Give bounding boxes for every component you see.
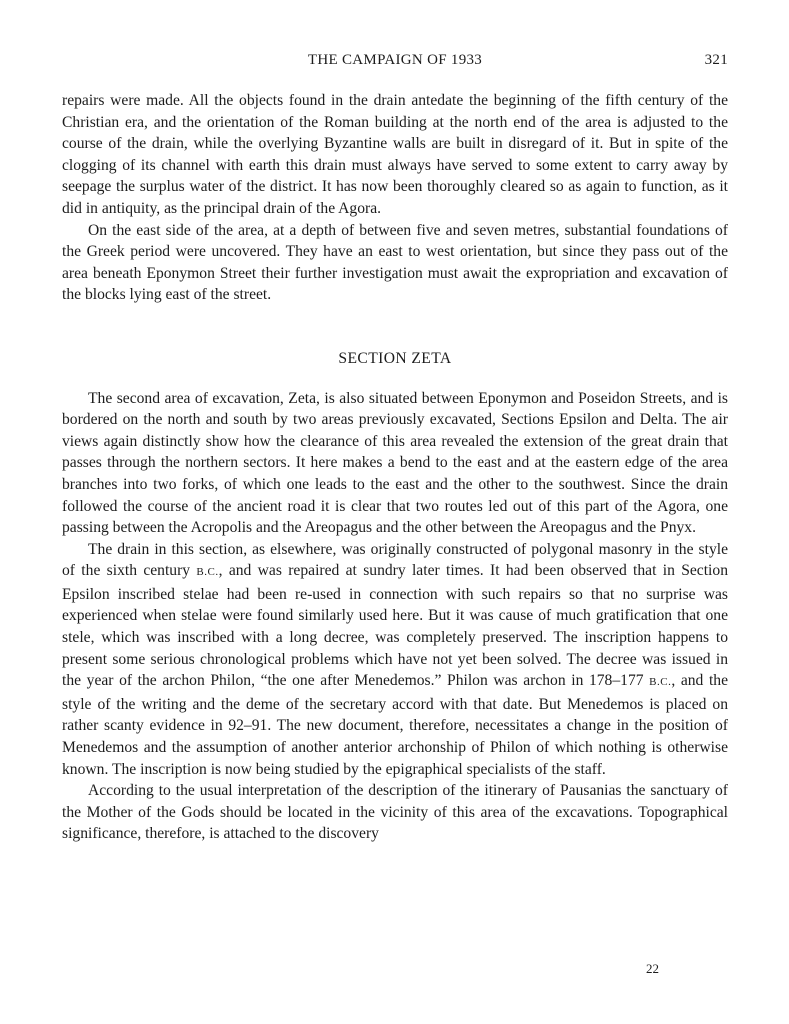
paragraph-section-zeta-2 (62, 539, 728, 781)
text-run: , and the style of the writing and the deme of the secretary accord with that date. But Menedemos is placed on rather scanty evidence in 92–91. The new document, therefore, necessitates a change in the position of Menedemos and the assumption of another anterior archonship of Philon of which nothing is otherwise known. The inscription is now being studied by the epigraphical specialists of the staff. (62, 672, 729, 778)
text-run: , and was repaired at sundry later times. It had been observed that in Section Epsilon inscribed stelae had been re-used in connection with such repairs so that no surprise was experienced when stelae were found similarly used here. But it was cause of much gratification that one stele, which was inscribed with a long decree, was completely preserved. The inscription happens to present some serious chronological problems which have not yet been solved. The decree was issued in the year of the archon Philon, “the one after Menedemos.” Philon was archon in 178–177 (62, 562, 728, 690)
running-title: THE CAMPAIGN OF 1933 (307, 52, 483, 68)
era-abbreviation: B.C. (649, 676, 672, 689)
running-header (62, 52, 728, 76)
era-abbreviation: B.C. (196, 566, 219, 579)
text-run: The drain in this section, as elsewhere, was originally constructed of polygonal masonry in the style of the sixth century (62, 540, 728, 580)
signature-mark: 22 (646, 961, 659, 976)
paragraph-east-side: On the east side of the area, at a depth of between five and seven metres, substantial foundations of the Greek period were uncovered. They have an east to west orientation, but since they pass out of the area beneath Eponymon Street their further investigation must await the expropriation and excavation of the blocks lying east of the street. (62, 221, 728, 304)
section-heading: SECTION ZETA (338, 349, 452, 367)
page-number: 321 (704, 52, 728, 68)
paragraph-section-zeta-3: According to the usual interpretation of the description of the itinerary of Pausanias the sanctuary of the Mother of the Gods should be located in the vicinity of this area of the excavations. Topographical significance, therefore, is attached to the discovery (62, 782, 728, 843)
body-text (62, 90, 728, 845)
page (62, 52, 728, 845)
paragraph-section-zeta-1: The second area of excavation, Zeta, is also situated between Eponymon and Poseidon Streets, and is bordered on the north and south by two areas previously excavated, Sections Epsilon and Delta. The air views again distinctly show how the clearance of this area revealed the extension of the great drain that passes through the northern sectors. It here makes a bend to the east and at the eastern edge of the area branches into two forks, of which one leads to the east and the other to the southwest. Since the drain followed the course of the ancient road it is clear that two routes led out of this part of the Agora, one passing between the Acropolis and the Areopagus and the other between the Areopagus and the Pnyx. (62, 389, 728, 537)
paragraph-continued: repairs were made. All the objects found in the drain antedate the beginning of the fifth century of the Christian era, and the orientation of the Roman building at the north end of the area is adjusted to the course of the drain, while the overlying Byzantine walls are built in disregard of it. But in spite of the clogging of its channel with earth this drain must always have served to some extent to carry away by seepage the surplus water of the district. It has now been thoroughly cleared so as again to function, as it did in antiquity, as the principal drain of the Agora. (62, 92, 728, 217)
